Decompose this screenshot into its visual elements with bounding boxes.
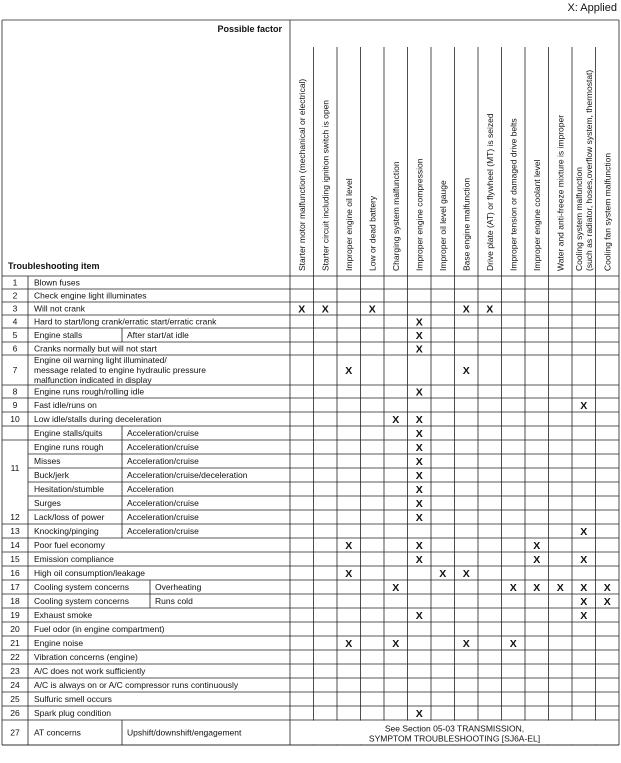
applied-mark: X	[392, 582, 400, 594]
applied-mark: X	[509, 582, 517, 594]
factor-label: Improper tension or damaged drive belts	[508, 118, 519, 271]
applied-mark: X	[345, 638, 353, 650]
applied-mark: X	[415, 428, 423, 440]
troubleshooting-item: Emission compliance	[34, 554, 114, 564]
applied-mark: X	[580, 596, 588, 608]
applied-mark: X	[415, 554, 423, 566]
row-number: 21	[10, 638, 20, 648]
troubleshooting-item: Fuel odor (in engine compartment)	[34, 624, 165, 634]
applied-mark: X	[415, 330, 423, 342]
applied-mark: X	[533, 582, 541, 594]
row-number: 4	[12, 316, 18, 327]
troubleshooting-item: Engine stalls/quits	[34, 428, 103, 438]
applied-mark: X	[462, 303, 470, 316]
applied-mark: X	[556, 582, 564, 594]
applied-mark: X	[345, 540, 353, 552]
troubleshooting-condition: Acceleration/cruise	[127, 456, 199, 466]
troubleshooting-item: Low idle/stalls during deceleration	[34, 414, 162, 424]
applied-mark: X	[415, 540, 423, 552]
row-number: 27	[10, 727, 20, 738]
factor-label: Starter motor malfunction (mechanical or electrical)	[296, 78, 307, 271]
troubleshooting-condition: Acceleration/cruise	[127, 428, 199, 438]
troubleshooting-item: Engine oil warning light illuminated/	[34, 355, 167, 365]
troubleshooting-item: High oil consumption/leakage	[34, 568, 146, 578]
reference-note: SYMPTOM TROUBLESHOOTING [SJ6A-EL]	[368, 733, 541, 744]
applied-mark: X	[580, 582, 588, 594]
applied-mark: X	[415, 498, 423, 510]
troubleshooting-item: Spark plug condition	[34, 708, 112, 718]
applied-mark: X	[392, 414, 400, 426]
applied-mark: X	[415, 456, 423, 468]
header-possible-factor: Possible factor	[217, 24, 282, 34]
applied-mark: X	[415, 512, 423, 524]
row-number: 12	[10, 512, 20, 522]
troubleshooting-item: Sulfuric smell occurs	[34, 694, 112, 704]
troubleshooting-condition: Overheating	[155, 582, 202, 592]
applied-mark: X	[486, 303, 494, 316]
applied-mark: X	[439, 568, 447, 580]
troubleshooting-table	[0, 19, 621, 763]
troubleshooting-condition: Acceleration/cruise	[127, 498, 199, 508]
troubleshooting-item: Buck/jerk	[34, 470, 69, 480]
row-number: 19	[10, 610, 20, 620]
row-number: 8	[12, 386, 18, 397]
factor-label: Improper oil level gauge	[437, 180, 448, 271]
row-number: 1	[12, 277, 18, 288]
troubleshooting-condition: Runs cold	[155, 596, 193, 606]
row-number: 20	[10, 624, 20, 634]
troubleshooting-item: Blown fuses	[34, 277, 80, 288]
applied-mark: X	[415, 316, 423, 329]
applied-mark: X	[533, 540, 541, 552]
troubleshooting-condition: Upshift/downshift/engagement	[127, 727, 242, 738]
factor-label: Starter circuit including ignition switch is open	[320, 99, 331, 271]
applied-mark: X	[321, 303, 329, 316]
row-number: 18	[10, 596, 20, 606]
troubleshooting-item: Engine noise	[34, 638, 84, 648]
applied-mark: X	[462, 568, 470, 580]
troubleshooting-item: Exhaust smoke	[34, 610, 93, 620]
troubleshooting-item: Cranks normally but will not start	[34, 343, 157, 354]
troubleshooting-item: Misses	[34, 456, 61, 466]
troubleshooting-item: Engine runs rough/rolling idle	[34, 386, 145, 397]
troubleshooting-item: Hesitation/stumble	[34, 484, 104, 494]
troubleshooting-condition: Acceleration/cruise/deceleration	[127, 470, 248, 480]
row-number: 22	[10, 652, 20, 662]
applied-mark: X	[415, 386, 423, 399]
factor-label: Drive plate (AT) or flywheel (MT) is seized	[484, 113, 495, 271]
applied-mark: X	[603, 582, 611, 594]
row-number: 11	[10, 463, 20, 473]
row-number: 13	[10, 526, 20, 536]
applied-mark: X	[298, 303, 306, 316]
applied-mark: X	[415, 442, 423, 454]
troubleshooting-item: Engine runs rough	[34, 442, 104, 452]
troubleshooting-item: Surges	[34, 498, 61, 508]
row-number: 17	[10, 582, 20, 592]
troubleshooting-item: Knocking/pinging	[34, 526, 99, 536]
troubleshooting-condition: After start/at idle	[127, 330, 189, 340]
troubleshooting-item: Fast idle/runs on	[34, 400, 97, 410]
applied-mark: X	[415, 343, 423, 356]
factor-label: Water and anti-freeze mixture is improper	[555, 114, 566, 271]
applied-mark: X	[345, 365, 353, 377]
troubleshooting-item: Cooling system concerns	[34, 596, 129, 606]
factor-label: (such as radiator, hoses,overflow system, thermostat)	[583, 69, 594, 271]
row-number: 15	[10, 554, 20, 564]
factor-label: Charging system malfunction	[390, 161, 401, 271]
applied-mark: X	[415, 414, 423, 426]
troubleshooting-item: AT concerns	[34, 727, 81, 738]
troubleshooting-item: Will not crank	[34, 303, 86, 314]
factor-label: Improper engine oil level	[343, 178, 354, 271]
row-number: 2	[12, 290, 18, 301]
row-number: 16	[10, 568, 20, 578]
row-number: 10	[10, 414, 20, 424]
applied-mark: X	[580, 554, 588, 566]
troubleshooting-condition: Acceleration/cruise	[127, 442, 199, 452]
factor-label: Cooling system malfunction	[573, 167, 584, 271]
reference-note: See Section 05-03 TRANSMISSION,	[384, 723, 525, 734]
applied-mark: X	[415, 484, 423, 496]
applied-mark: X	[462, 638, 470, 650]
row-number: 6	[12, 343, 18, 354]
applied-mark: X	[580, 400, 588, 412]
applied-mark: X	[345, 568, 353, 580]
applied-mark: X	[533, 554, 541, 566]
factor-label: Low or dead battery	[367, 195, 378, 271]
applied-mark: X	[415, 470, 423, 482]
troubleshooting-item: malfunction indicated in display	[34, 375, 152, 385]
troubleshooting-condition: Acceleration	[127, 484, 174, 494]
troubleshooting-item: Cooling system concerns	[34, 582, 129, 592]
applied-mark: X	[415, 708, 423, 720]
troubleshooting-item: Check engine light illuminates	[34, 290, 147, 301]
row-number: 7	[12, 365, 18, 375]
header-troubleshooting-item: Troubleshooting item	[8, 261, 100, 271]
factor-label: Base engine malfunction	[461, 177, 472, 271]
troubleshooting-item: A/C is always on or A/C compressor runs continuously	[34, 680, 239, 690]
row-number: 24	[10, 680, 20, 690]
row-number: 3	[12, 303, 18, 314]
row-number: 9	[12, 400, 18, 410]
troubleshooting-item: message related to engine hydraulic pressure	[34, 365, 206, 375]
row-number: 23	[10, 666, 20, 676]
troubleshooting-item: Poor fuel economy	[34, 540, 105, 550]
applied-mark: X	[603, 596, 611, 608]
applied-mark: X	[392, 638, 400, 650]
applied-mark: X	[462, 365, 470, 377]
troubleshooting-item: Hard to start/long crank/erratic start/erratic crank	[34, 316, 217, 327]
row-number: 14	[10, 540, 20, 550]
troubleshooting-condition: Acceleration/cruise	[127, 512, 199, 522]
troubleshooting-condition: Acceleration/cruise	[127, 526, 199, 536]
factor-label: Improper engine coolant level	[531, 159, 542, 271]
row-number: 5	[12, 330, 18, 340]
legend-applied: X: Applied	[567, 2, 617, 14]
factor-label: Cooling fan system malfunction	[602, 152, 613, 271]
applied-mark: X	[368, 303, 376, 316]
applied-mark: X	[509, 638, 517, 650]
troubleshooting-item: Engine stalls	[34, 330, 83, 340]
troubleshooting-item: A/C does not work sufficiently	[34, 666, 146, 676]
troubleshooting-item: Lack/loss of power	[34, 512, 105, 522]
factor-label: Improper engine compression	[414, 158, 425, 271]
applied-mark: X	[415, 610, 423, 622]
row-number: 25	[10, 694, 20, 704]
applied-mark: X	[580, 610, 588, 622]
troubleshooting-item: Vibration concerns (engine)	[34, 652, 138, 662]
row-number: 26	[10, 708, 20, 718]
applied-mark: X	[580, 526, 588, 538]
